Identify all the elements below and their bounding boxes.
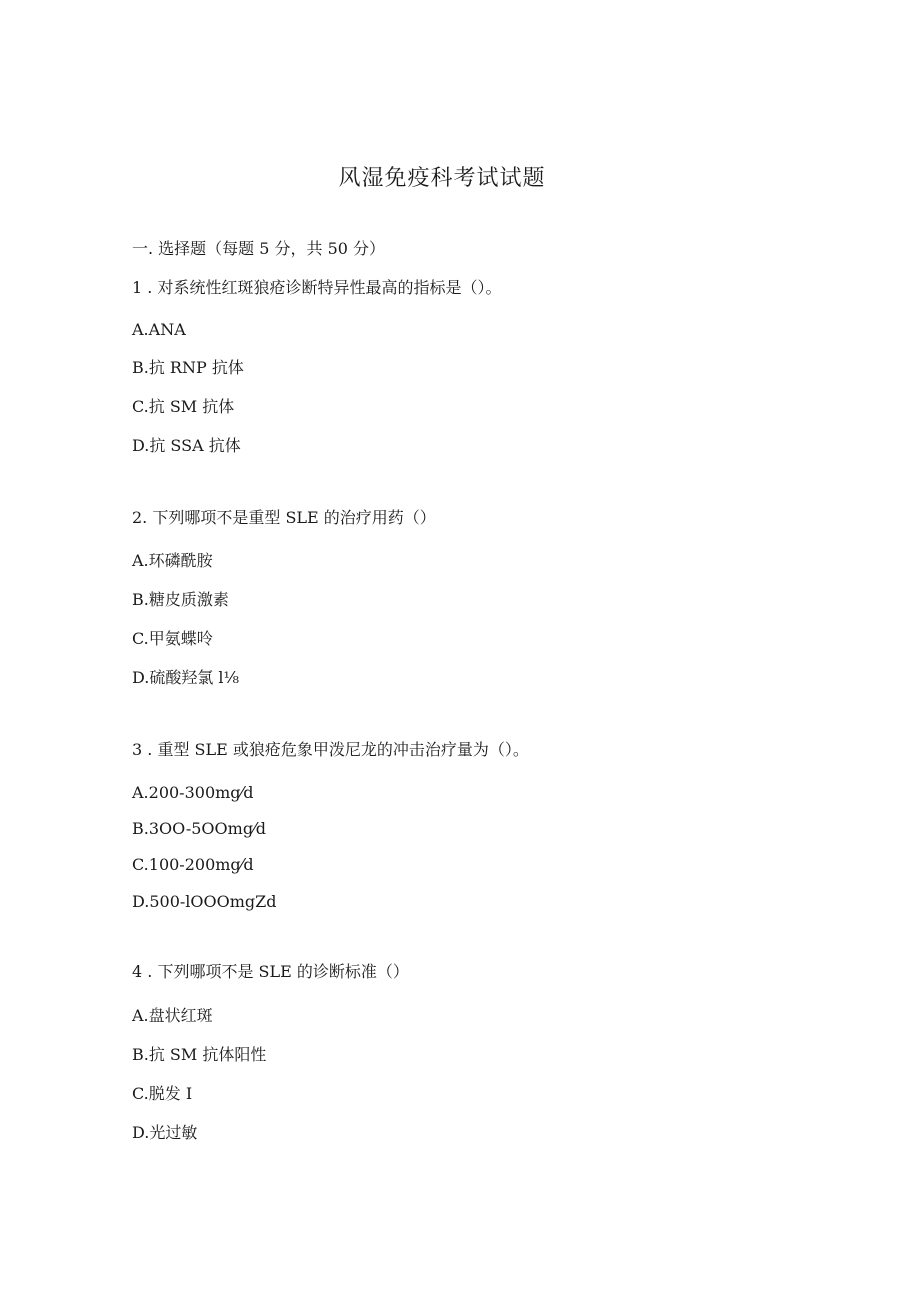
question-1-option-b: B.抗 RNP 抗体	[132, 358, 244, 377]
question-4-option-b: B.抗 SM 抗体阳性	[132, 1045, 267, 1064]
section-heading: 一. 选择题（每题 5 分，共 50 分）	[132, 239, 386, 258]
question-4-option-c: C.脱发 I	[132, 1084, 193, 1103]
question-2-option-c: C.甲氨蝶呤	[132, 629, 213, 648]
question-3-option-b: B.3OO-5OOmg⁄d	[132, 819, 266, 838]
question-4-option-d: D.光过敏	[132, 1123, 198, 1142]
page-title: 风湿免疫科考试试题	[338, 166, 546, 191]
question-1-option-c: C.抗 SM 抗体	[132, 397, 235, 416]
question-1-stem: 1 . 对系统性红斑狼疮诊断特异性最高的指标是（）。	[132, 278, 502, 297]
question-1-option-d: D.抗 SSA 抗体	[132, 436, 241, 455]
question-3-option-a: A.200-300mg⁄d	[132, 783, 254, 802]
question-4-option-a: A.盘状红斑	[132, 1006, 213, 1025]
question-3-option-c: C.100-200mg⁄d	[132, 855, 254, 874]
question-4-stem: 4 . 下列哪项不是 SLE 的诊断标准（）	[132, 962, 409, 981]
question-3-option-d: D.500-lOOOmgZd	[132, 892, 277, 911]
question-3-stem: 3 . 重型 SLE 或狼疮危象甲泼尼龙的冲击治疗量为（）。	[132, 740, 529, 759]
question-2-option-a: A.环磷酰胺	[132, 551, 213, 570]
question-2-option-b: B.糖皮质激素	[132, 590, 229, 609]
question-1-option-a: A.ANA	[132, 320, 186, 339]
question-2-option-d: D.硫酸羟氯 l⅛	[132, 668, 240, 687]
question-2-stem: 2. 下列哪项不是重型 SLE 的治疗用药（）	[132, 508, 436, 527]
